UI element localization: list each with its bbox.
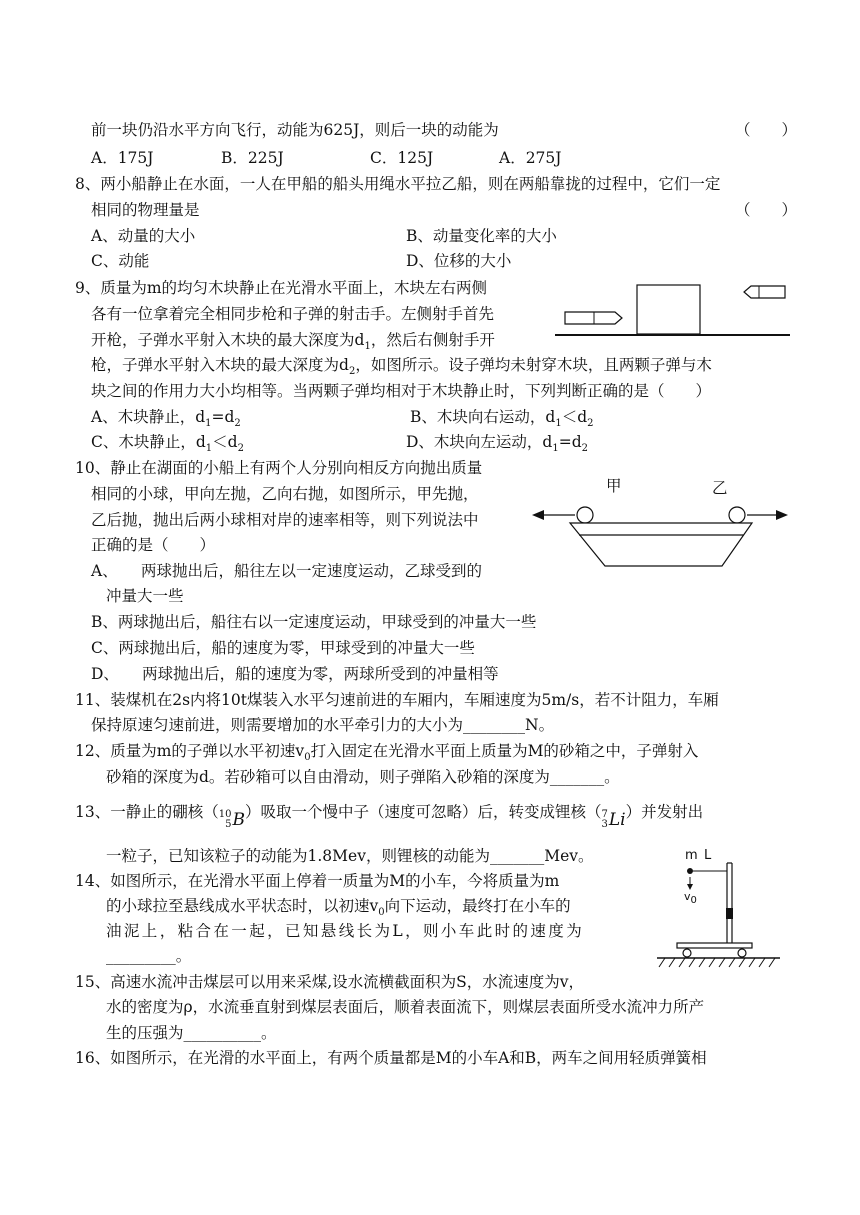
q7-option-d: A．275J (499, 149, 562, 167)
q9-stem-line4: 枪，子弹水平射入木块的最大深度为$d_2$，如图所示。设子弹均未射穿木块，且两颗子弹与木 (91, 356, 712, 378)
q9-option-c: C、木块静止，$d_1<d_2$ (91, 433, 244, 455)
q14-stem-line1: 14、如图所示，在光滑水平面上停着一质量为M的小车，今将质量为m (75, 872, 560, 890)
q7-continuation: 前一块仍沿水平方向飞行，动能为625J，则后一块的动能为 (91, 121, 499, 139)
q8-option-d: D、位移的大小 (406, 252, 512, 270)
q8-stem-line1: 8、两小船静止在水面，一人在甲船的船头用绳水平拉乙船，则在两船靠拢的过程中，它们一定 (75, 175, 721, 193)
q9-figure (555, 275, 795, 340)
q7-option-a: A．175J (91, 149, 154, 167)
q9-stem-line5: 块之间的作用力大小均相等。当两颗子弹均相对于木块静止时，下列判断正确的是（ ） (91, 382, 712, 400)
q15-stem-line3: 生的压强为__________。 (106, 1024, 277, 1042)
q9-stem-line2: 各有一位拿着完全相同步枪和子弹的射击手。左侧射手首先 (91, 305, 495, 323)
boat-hull (570, 523, 752, 566)
q13-stem-line2: 一粒子，已知该粒子的动能为1.8Mev，则锂核的动能为_______Mev。 (106, 847, 594, 865)
q10-stem-line2: 相同的小球，甲向左抛，乙向右抛，如图所示，甲先抛， (91, 485, 479, 503)
q8-stem-line2: 相同的物理量是 (91, 201, 200, 219)
q10-option-c: C、两球抛出后，船的速度为零，甲球受到的冲量大一些 (91, 639, 475, 657)
q15-stem-line2: 水的密度为ρ，水流垂直射到煤层表面后，顺着表面流下，则煤层表面所受水流冲力所产 (106, 998, 705, 1016)
q11-stem-line1: 11、装煤机在2s内将10t煤装入水平匀速前进的车厢内，车厢速度为5m/s，若不计阻力，车厢 (75, 691, 719, 709)
q10-boat-figure (530, 500, 790, 575)
q9-option-a: A、木块静止，$d_1=d_2$ (91, 408, 241, 430)
q10-option-a-line1: A、 两球抛出后，船往左以一定速度运动，乙球受到的 (91, 562, 482, 580)
ground-hatching (659, 958, 775, 967)
fig-label-yi: 乙 (712, 479, 728, 497)
cart-wheel-right (738, 949, 746, 957)
boron-nucleus: 10 5 B (218, 809, 245, 830)
q10-stem-line1: 10、静止在湖面的小船上有两个人分别向相反方向抛出质量 (75, 459, 483, 477)
oil-mud (726, 908, 733, 919)
ball-yi (729, 507, 745, 523)
fig-label-v0: $v_0$ (684, 890, 697, 907)
fig-label-m: m (685, 848, 698, 863)
q8-option-c: C、动能 (91, 252, 150, 270)
q14-stem-line4: _________。 (106, 947, 192, 965)
q10-option-b: B、两球抛出后，船往右以一定速度运动，甲球受到的冲量大一些 (91, 613, 537, 631)
lithium-nucleus: 7 3 Li (601, 809, 626, 830)
left-arrowhead (532, 510, 544, 520)
q7-option-b: B．225J (221, 149, 284, 167)
q10-option-d: D、 两球抛出后，船的速度为零，两球所受到的冲量相等 (91, 665, 499, 683)
fig-label-jia: 甲 (606, 477, 622, 495)
q10-stem-line4: 正确的是（ ） (91, 536, 216, 554)
ball-m (687, 868, 693, 874)
wooden-block (637, 285, 700, 334)
q15-stem-line1: 15、高速水流冲击煤层可以用来采煤,设水流横截面积为S，水流速度为v， (75, 973, 585, 991)
cart-wheel-left (683, 949, 691, 957)
q8-option-a: A、动量的大小 (91, 227, 196, 245)
q7-answer-paren: （ ） (735, 121, 798, 139)
ball-jia (577, 507, 593, 523)
q12-stem-line2: 砂箱的深度为d。若砂箱可以自由滑动，则子弹陷入砂箱的深度为_______。 (106, 768, 620, 786)
right-bullet (744, 286, 785, 298)
q10-stem-line3: 乙后抛，抛出后两小球相对岸的速率相等，则下列说法中 (91, 511, 479, 529)
q14-stem-line2: 的小球拉至悬线成水平状态时，以初速$v_0$向下运动，最终打在小车的 (106, 897, 571, 919)
v0-arrowhead (687, 884, 693, 890)
q10-option-a-line2: 冲量大一些 (106, 587, 184, 605)
q7-option-c: C．125J (370, 149, 434, 167)
q8-answer-paren: （ ） (735, 201, 798, 219)
q16-stem-line1: 16、如图所示，在光滑的水平面上，有两个质量都是M的小车A和B，两车之间用轻质弹簧相 (75, 1049, 707, 1067)
right-arrowhead (776, 510, 788, 520)
q14-cart-figure (655, 855, 785, 975)
cart-body (677, 943, 752, 948)
q13-stem-line1: 13、一静止的硼核（ 10 5 B ）吸取一个慢中子（速度可忽略）后，转变成锂核（ 7 3 Li ）并发射出 (75, 803, 704, 830)
q14-stem-line3: 油泥上，粘合在一起，已知悬线长为L，则小车此时的速度为 (106, 922, 585, 940)
fig-label-L: L (704, 848, 712, 863)
q8-option-b: B、动量变化率的大小 (406, 227, 557, 245)
q9-option-d: D、木块向左运动，$d_1=d_2$ (406, 433, 589, 455)
q9-stem-line1: 9、质量为m的均匀木块静止在光滑水平面上，木块左右两侧 (75, 279, 488, 297)
q9-option-b: B、木块向右运动，$d_1<d_2$ (410, 408, 594, 430)
q12-stem-line1: 12、质量为m的子弹以水平初速$v_0$打入固定在光滑水平面上质量为M的砂箱之中，子弹射入 (75, 742, 699, 764)
q11-stem-line2: 保持原速匀速前进，则需要增加的水平牵引力的大小为________N。 (91, 716, 555, 734)
q9-stem-line3: 开枪，子弹水平射入木块的最大深度为$d_1$，然后右侧射手开 (91, 331, 495, 353)
